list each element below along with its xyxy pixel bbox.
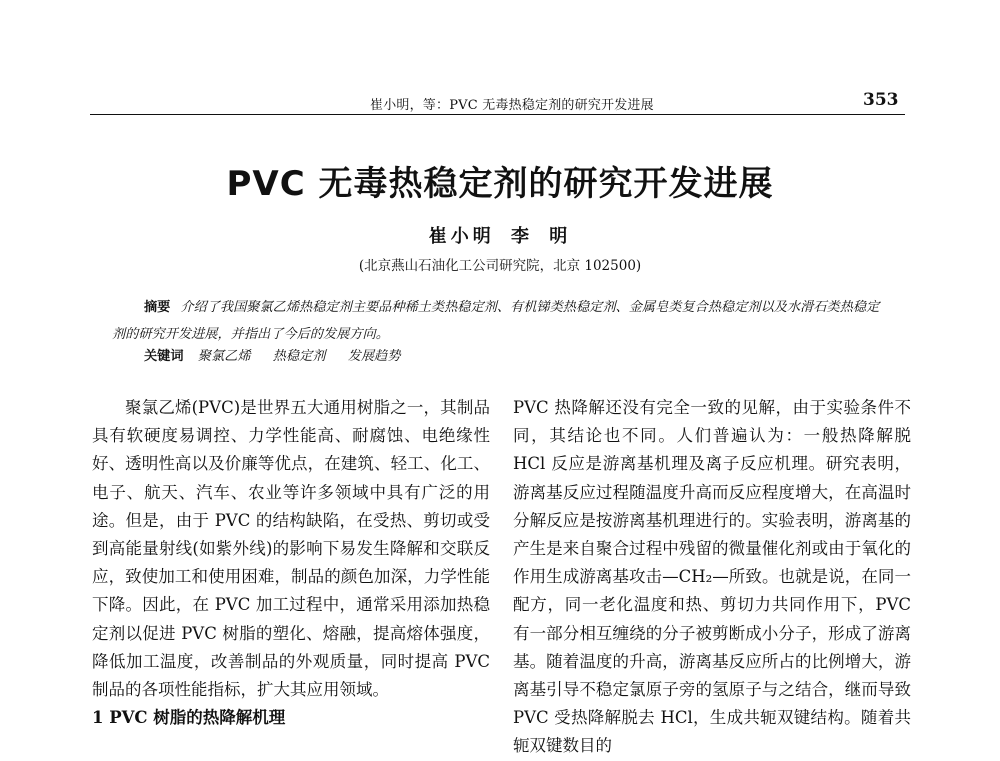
page-number: 353 [863, 90, 899, 110]
header-divider [90, 114, 905, 115]
running-header: 崔小明，等：PVC 无毒热稳定剂的研究开发进展 [370, 98, 654, 113]
article-title: PVC 无毒热稳定剂的研究开发进展 [226, 164, 774, 204]
keyword: 发展趋势 [347, 349, 401, 364]
degradation-paragraph: PVC 热降解还没有完全一致的见解，由于实验条件不同，其结论也不同。人们普遍认为：一般热降解脱 HCl 反应是游离基机理及离子反应机理。研究表明，游离基反应过程随温度升高而反应程度增大，在高温时分解反应是按游离基机理进行的。实验表明，游离基的产生是来自聚合过程中残留的微量催化剂或由于氧化的作用生成游离基攻击—CH₂—所致。也就是说，在同一配方，同一老化温度和热、剪切力共同作用下，PVC 有一部分相互缠绕的分子被剪断成小分子，形成了游离基。随着温度的升高，游离基反应所占的比例增大，游离基引导不稳定氯原子旁的氢原子与之结合，继而导致 PVC 受热降解脱去 HCl，生成共轭双键结构。随着共轭双键数目的 [513, 398, 911, 756]
affiliation: (北京燕山石油化工公司研究院，北京 102500) [358, 258, 642, 274]
section-heading: 1 PVC 树脂的热降解机理 [92, 708, 286, 728]
abstract-label: 摘要 [144, 300, 171, 315]
abstract [112, 294, 892, 348]
keyword: 聚氯乙烯 [197, 349, 251, 364]
keywords [144, 345, 418, 364]
left-column [92, 394, 490, 732]
keywords-label: 关键词 [144, 349, 184, 364]
authors: 崔小明 李 明 [428, 226, 572, 247]
keyword: 热稳定剂 [272, 349, 326, 364]
intro-paragraph: 聚氯乙烯(PVC)是世界五大通用树脂之一，其制品具有软硬度易调控、力学性能高、耐腐蚀、电绝缘性好、透明性高以及价廉等优点，在建筑、轻工、化工、电子、航天、汽车、农业等许多领域中具有广泛的用途。但是，由于 PVC 的结构缺陷，在受热、剪切或受到高能量射线(如紫外线)的影响下易发生降解和交联反应，致使加工和使用困难，制品的颜色加深，力学性能下降。因此，在 PVC 加工过程中，通常采用添加热稳定剂以促进 PVC 树脂的塑化、熔融，提高熔体强度，降低加工温度，改善制品的外观质量，同时提高 PVC 制品的各项性能指标，扩大其应用领域。 [92, 398, 490, 700]
abstract-text: 介绍了我国聚氯乙烯热稳定剂主要品种稀土类热稳定剂、有机锑类热稳定剂、金属皂类复合热稳定剂以及水滑石类热稳定剂的研究开发进展，并指出了今后的发展方向。 [112, 300, 880, 342]
right-column [513, 394, 911, 761]
